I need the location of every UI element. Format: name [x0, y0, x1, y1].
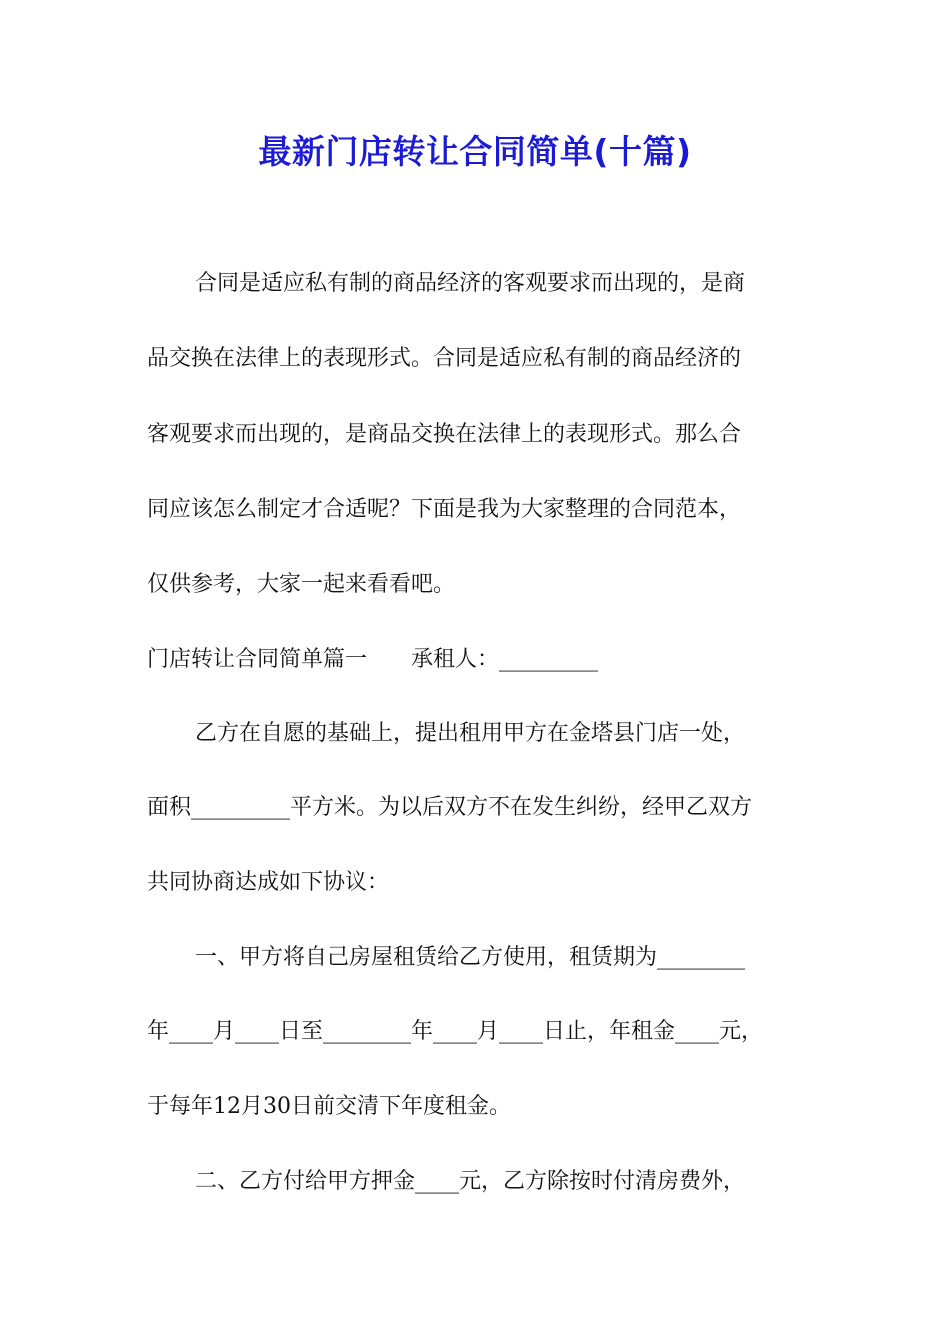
section-heading-line: 门店转让合同简单篇一 承租人：_________ [147, 647, 599, 672]
paragraph-line-9: 共同协商达成如下协议： [147, 870, 390, 895]
paragraph-line-5: 仅供参考，大家一起来看看吧。 [147, 572, 456, 597]
paragraph-line-3: 客观要求而出现的，是商品交换在法律上的表现形式。那么合 [147, 422, 742, 447]
document-title: 最新门店转让合同简单(十篇) [258, 132, 692, 171]
paragraph-line-8: 面积_________平方米。为以后双方不在发生纠纷，经甲乙双方 [147, 795, 753, 820]
clause-1-line-1: 一、甲方将自己房屋租赁给乙方使用，租赁期为________ [195, 945, 746, 970]
paragraph-line-1: 合同是适应私有制的商品经济的客观要求而出现的，是商 [195, 271, 746, 296]
paragraph-line-7: 乙方在自愿的基础上，提出租用甲方在金塔县门店一处， [195, 721, 746, 746]
clause-1-line-2: 年____月____日至________年____月____日止，年租金____元， [147, 1019, 764, 1044]
paragraph-line-4: 同应该怎么制定才合适呢？下面是我为大家整理的合同范本， [147, 497, 742, 522]
clause-2-line-1: 二、乙方付给甲方押金____元，乙方除按时付清房费外， [195, 1169, 746, 1194]
paragraph-line-2: 品交换在法律上的表现形式。合同是适应私有制的商品经济的 [147, 346, 742, 371]
clause-1-line-3: 于每年12月30日前交清下年度租金。 [147, 1094, 511, 1119]
